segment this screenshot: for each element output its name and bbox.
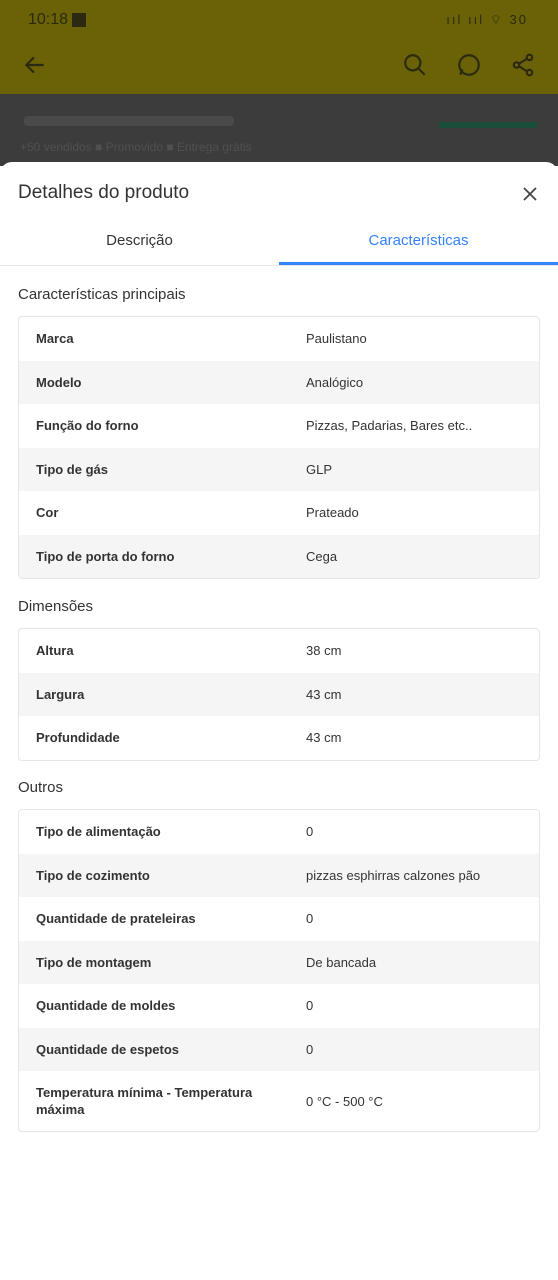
row-value: Cega <box>306 548 338 564</box>
row-key: Modelo <box>36 374 82 390</box>
row-key: Largura <box>36 686 85 702</box>
row-key: Tipo de porta do forno <box>36 548 175 564</box>
table-row <box>19 716 539 760</box>
table-row <box>19 984 539 1028</box>
row-key: Quantidade de moldes <box>36 998 176 1014</box>
app-header <box>0 38 558 94</box>
share-icon[interactable] <box>510 52 536 78</box>
product-title-placeholder <box>24 116 234 126</box>
row-key: Quantidade de espetos <box>36 1041 180 1057</box>
row-key: Tipo de montagem <box>36 954 152 970</box>
table-row <box>19 941 539 985</box>
whatsapp-icon[interactable] <box>456 52 482 78</box>
section-title-dimensoes: Dimensões <box>18 598 94 615</box>
table-row <box>19 1071 539 1131</box>
row-key: Cor <box>36 505 59 521</box>
back-arrow-icon[interactable] <box>22 52 48 78</box>
notification-icon <box>72 13 86 27</box>
row-value: 0 <box>306 1041 314 1057</box>
product-chips: +50 vendidos ■ Promovido ■ Entrega grátis <box>20 140 252 154</box>
product-summary <box>0 94 558 166</box>
sheet-title: Detalhes do produto <box>18 182 190 203</box>
table-row <box>19 629 539 673</box>
row-value: GLP <box>306 461 333 477</box>
row-value: 0 °C - 500 °C <box>306 1093 383 1109</box>
table-row <box>19 491 539 535</box>
row-key: Função do forno <box>36 418 139 434</box>
table-row <box>19 404 539 448</box>
row-value: 38 cm <box>306 643 342 659</box>
row-value: Analógico <box>306 374 364 390</box>
row-key: Quantidade de prateleiras <box>36 911 196 927</box>
row-key: Tipo de cozimento <box>36 867 150 883</box>
row-value: Paulistano <box>306 331 367 347</box>
row-value: 43 cm <box>306 686 342 702</box>
section-title-outros: Outros <box>18 779 64 796</box>
table-principais <box>18 316 540 579</box>
tab-caracteristicas[interactable]: Características <box>279 222 558 265</box>
row-value: 0 <box>306 998 314 1014</box>
table-row <box>19 673 539 717</box>
section-title-principais: Características principais <box>18 286 186 303</box>
row-value: 0 <box>306 824 314 840</box>
rating-bar <box>438 122 538 128</box>
row-key: Profundidade <box>36 730 120 746</box>
table-row <box>19 448 539 492</box>
table-row <box>19 897 539 941</box>
row-value: Pizzas, Padarias, Bares etc.. <box>306 418 473 434</box>
row-value: pizzas esphirras calzones pão <box>306 867 481 883</box>
table-row <box>19 361 539 405</box>
row-key: Tipo de gás <box>36 461 108 477</box>
table-dimensoes <box>18 628 540 761</box>
row-key: Temperatura mínima - Temperatura máxima <box>36 1085 253 1117</box>
status-time: 10:18 <box>28 11 69 28</box>
table-row <box>19 535 539 579</box>
row-key: Marca <box>36 331 74 347</box>
product-details-sheet <box>0 162 558 1280</box>
row-value: Prateado <box>306 505 359 521</box>
system-icons: ııl ııl ⌔ 30 <box>446 12 528 27</box>
search-icon[interactable] <box>402 52 428 78</box>
row-key: Tipo de alimentação <box>36 824 161 840</box>
close-icon[interactable] <box>520 184 540 204</box>
row-key: Altura <box>36 643 74 659</box>
tab-descricao[interactable]: Descrição <box>106 232 173 249</box>
tab-bar <box>0 222 558 266</box>
table-row <box>19 810 539 854</box>
status-bar <box>0 0 558 38</box>
table-row <box>19 854 539 898</box>
row-value: De bancada <box>306 954 377 970</box>
table-row <box>19 1028 539 1072</box>
row-value: 0 <box>306 911 314 927</box>
table-row <box>19 317 539 361</box>
row-value: 43 cm <box>306 730 342 746</box>
table-outros <box>18 809 540 1132</box>
